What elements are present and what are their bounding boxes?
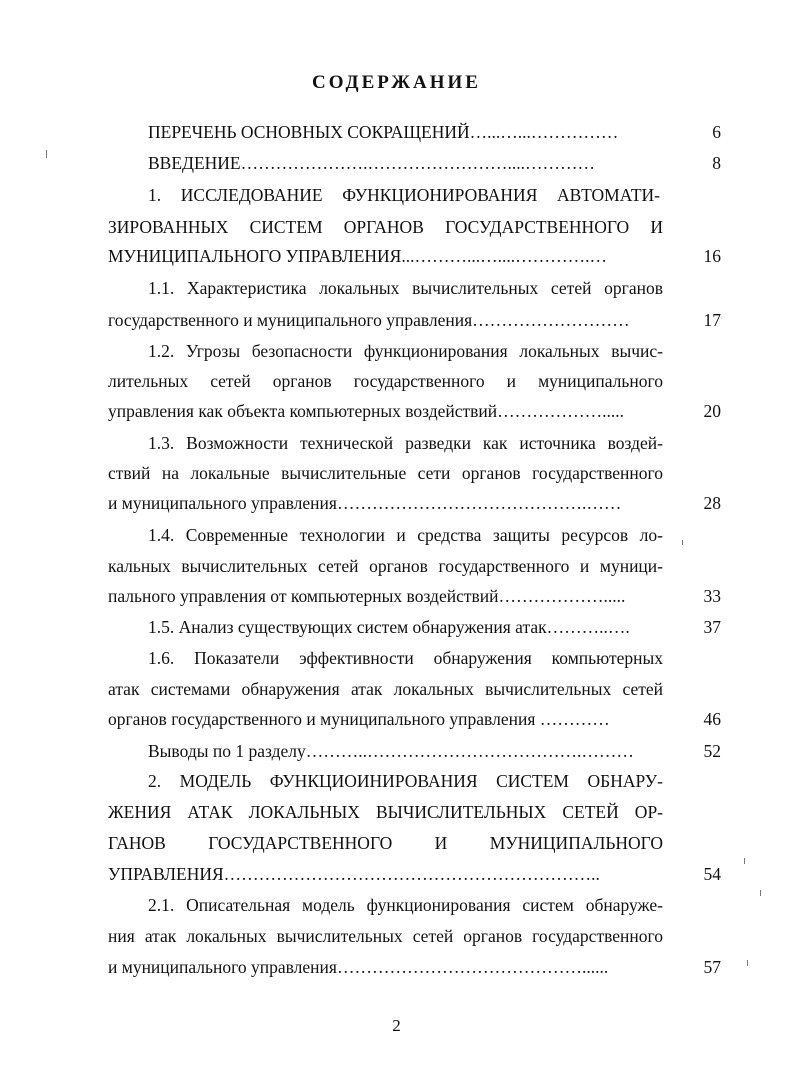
scan-mark xyxy=(682,540,683,545)
toc-entry-page: 37 xyxy=(703,617,721,637)
toc-entry-line: атак системами обнаружения атак локальных вычислительных сетей xyxy=(108,679,663,699)
toc-entry-line: УПРАВЛЕНИЯ……………………………………………………….. xyxy=(108,864,600,884)
toc-entry-line: 1.6. Показатели эффективности обнаружения компьютерных xyxy=(148,648,663,668)
toc-entry-page: 52 xyxy=(703,741,721,761)
toc-entry-line: управления как объекта компьютерных воздействий………………..... xyxy=(108,401,625,421)
toc-entry-line: МУНИЦИПАЛЬНОГО УПРАВЛЕНИЯ...………...…....………….… xyxy=(108,246,607,266)
scan-mark xyxy=(46,150,47,158)
toc-entry-line: органов государственного и муниципального управления ………… xyxy=(108,709,610,729)
toc-entry-line: 2. МОДЕЛЬ ФУНКЦИОИНИРОВАНИЯ СИСТЕМ ОБНАРУ- xyxy=(148,771,663,791)
toc-entry-page: 17 xyxy=(703,310,721,330)
toc-entry-line: 2.1. Описательная модель функционирования систем обнаруже- xyxy=(148,895,663,915)
page-title: СОДЕРЖАНИЕ xyxy=(312,72,481,93)
toc-entry-line: 1.2. Угрозы безопасности функционирования локальных вычис- xyxy=(148,341,663,361)
toc-entry-line: 1.5. Анализ существующих систем обнаружения атак………..…. xyxy=(148,617,630,637)
scan-mark xyxy=(760,890,761,896)
toc-entry-page: 33 xyxy=(703,586,721,606)
toc-entry-page: 57 xyxy=(703,957,721,977)
toc-entry-line: ПЕРЕЧЕНЬ ОСНОВНЫХ СОКРАЩЕНИЙ…...…...…………… xyxy=(148,122,619,142)
toc-entry-page: 28 xyxy=(703,493,721,513)
toc-entry-line: ЗИРОВАННЫХ СИСТЕМ ОРГАНОВ ГОСУДАРСТВЕННОГО И xyxy=(108,217,663,237)
toc-entry-line: и муниципального управления…………………………………….…… xyxy=(108,493,622,513)
toc-entry-line: 1.4. Современные технологии и средства защиты ресурсов ло- xyxy=(148,525,663,545)
toc-entry-line: ВВЕДЕНИЕ………………….……………………....………… xyxy=(148,153,596,173)
toc-entry-line: лительных сетей органов государственного и муниципального xyxy=(108,371,663,391)
toc-entry-line: Выводы по 1 разделу………..……………………………….……… xyxy=(148,741,634,761)
toc-entry-page: 54 xyxy=(703,864,721,884)
toc-entry-page: 8 xyxy=(712,153,721,173)
page-number: 2 xyxy=(392,1016,401,1035)
toc-entry-line: ГАНОВ ГОСУДАРСТВЕННОГО И МУНИЦИПАЛЬНОГО xyxy=(108,833,663,853)
toc-entry-line: 1. ИССЛЕДОВАНИЕ ФУНКЦИОНИРОВАНИЯ АВТОМАТИ- xyxy=(148,185,660,205)
toc-entry-page: 6 xyxy=(712,122,721,142)
toc-entry-line: и муниципального управления……………………………………...... xyxy=(108,957,609,977)
scan-mark xyxy=(747,960,748,966)
toc-entry-line: ствий на локальные вычислительные сети органов государственного xyxy=(108,463,663,483)
toc-entry-line: 1.3. Возможности технической разведки как источника воздей- xyxy=(148,433,663,453)
toc-entry-line: пального управления от компьютерных воздействий………………..... xyxy=(108,586,626,606)
toc-entry-line: ния атак локальных вычислительных сетей органов государственного xyxy=(108,926,663,946)
toc-entry-page: 46 xyxy=(703,709,721,729)
scan-mark xyxy=(744,858,745,864)
toc-entry-line: государственного и муниципального управления……………………… xyxy=(108,310,630,330)
toc-entry-page: 16 xyxy=(703,246,721,266)
toc-entry-line: ЖЕНИЯ АТАК ЛОКАЛЬНЫХ ВЫЧИСЛИТЕЛЬНЫХ СЕТЕЙ ОР- xyxy=(108,802,663,822)
toc-entry-line: кальных вычислительных сетей органов государственного и муници- xyxy=(108,556,663,576)
toc-entry-page: 20 xyxy=(703,401,721,421)
toc-entry-line: 1.1. Характеристика локальных вычислительных сетей органов xyxy=(148,278,663,298)
